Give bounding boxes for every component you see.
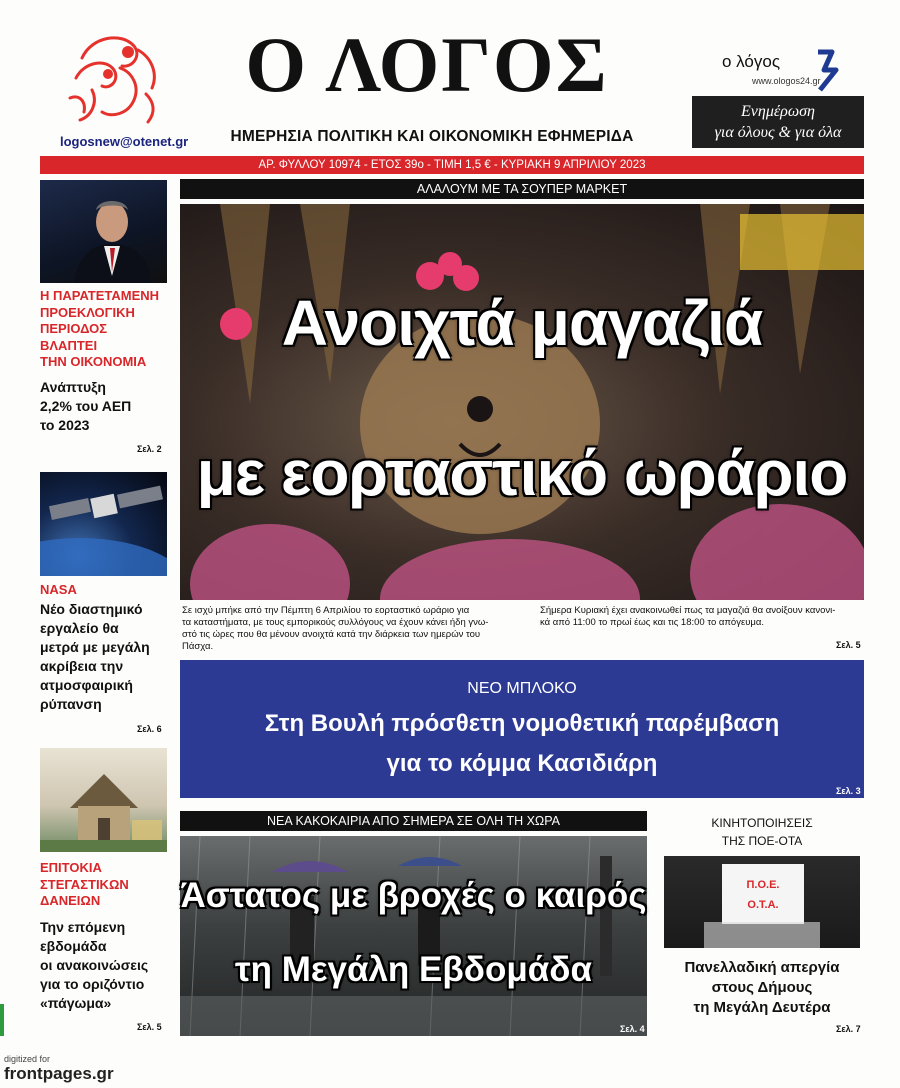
digitized-label: digitized for: [4, 1054, 51, 1064]
story2-page-ref: Σελ. 6: [137, 724, 162, 734]
easter-bunny-icon: [180, 204, 864, 600]
main-body-right: [540, 605, 864, 629]
blue-page-ref: Σελ. 3: [836, 786, 861, 796]
house-icon: [40, 748, 167, 852]
edge-mark: [0, 1004, 4, 1036]
main-page-ref: Σελ. 5: [836, 640, 861, 650]
sign-text-line2: Ο.Τ.Α.: [747, 899, 779, 911]
main-headline-line2: με εορταστικό ωράριο: [196, 437, 848, 509]
story2-kicker: [40, 582, 77, 599]
strike-kicker-line2: ΤΗΣ ΠΟΕ-ΟΤΑ: [721, 834, 803, 848]
story3-page-ref: Σελ. 5: [137, 1022, 162, 1032]
weather-headline-line2: τη Μεγάλη Εβδομάδα: [234, 950, 593, 989]
story3-text-line: Την επόμενη: [40, 919, 126, 935]
story1-text-line: 2,2% του ΑΕΠ: [40, 398, 132, 414]
story3-kicker-line: ΔΑΝΕΙΩΝ: [40, 893, 101, 908]
story3-kicker: [40, 860, 129, 910]
strike-kicker-line1: ΚΙΝΗΤΟΠΟΙΗΣΕΙΣ: [711, 816, 813, 830]
protest-sign-icon: [664, 856, 860, 948]
story1-text-line: το 2023: [40, 417, 90, 433]
strike-text-line: τη Μεγάλη Δευτέρα: [693, 999, 831, 1016]
masthead: [0, 0, 900, 160]
main-body-line: στό τις ώρες που θα μένουν ανοιχτά κατά την διάρκεια των ημερών του: [182, 629, 481, 640]
newspaper-subtitle: ΗΜΕΡΗΣΙΑ ΠΟΛΙΤΙΚΗ ΚΑΙ ΟΙΚΟΝΟΜΙΚΗ ΕΦΗΜΕΡΙΔΑ: [230, 128, 634, 145]
story3-text-line: για το οριζόντιο: [40, 976, 145, 992]
story1-kicker-line: Η ΠΑΡΑΤΕΤΑΜΕΝΗ: [40, 288, 160, 303]
story2-text-line: ακρίβεια την: [40, 658, 124, 674]
easter-bunny-photo: [180, 204, 864, 600]
story3-text-line: εβδομάδα: [40, 938, 107, 954]
story3-text-line: οι ανακοινώσεις: [40, 957, 149, 973]
story1-text-line: Ανάπτυξη: [40, 379, 106, 395]
rainy-street-photo: [180, 836, 647, 1036]
story3-text: [40, 918, 148, 1013]
main-kicker-strip: ΑΛΑΛΟΥΜ ΜΕ ΤΑ ΣΟΥΠΕΡ ΜΑΡΚΕΤ: [180, 179, 864, 199]
story2-text-line: μετρά με μεγάλη: [40, 639, 150, 655]
main-body-line: Πάσχα.: [182, 641, 214, 652]
blue-headline-line2: για το κόμμα Κασιδιάρη: [386, 750, 658, 777]
satellite-photo: [40, 472, 167, 576]
sign-text-line1: Π.Ο.Ε.: [746, 879, 780, 891]
promo-site-name: ο λόγος: [722, 52, 781, 71]
logo-figures-icon: [62, 28, 172, 128]
story2-text-line: Νέο διαστημικό: [40, 601, 143, 617]
promo-site-url: www.ologos24.gr: [752, 76, 821, 86]
main-headline-line1: Ανοιχτά μαγαζιά: [281, 287, 763, 359]
story3-text-line: «πάγωμα»: [40, 995, 112, 1011]
politician-photo: [40, 180, 167, 283]
story2-text-line: ατμοσφαιρική: [40, 677, 133, 693]
story1-page-ref: Σελ. 2: [137, 444, 162, 454]
story1-kicker-line: ΤΗΝ ΟΙΚΟΝΟΜΙΑ: [40, 354, 147, 369]
story1-kicker-line: ΠΕΡΙΟΔΟΣ: [40, 321, 108, 336]
issue-info-bar: ΑΡ. ΦΥΛΛΟΥ 10974 - ΕΤΟΣ 39ο - ΤΙΜΗ 1,5 € - ΚΥΡΙΑΚΗ 9 ΑΠΡΙΛΙΟΥ 2023: [40, 156, 864, 174]
umbrella-people-icon: [180, 836, 647, 1036]
story1-text: [40, 378, 131, 435]
story2-text: [40, 600, 150, 714]
promo-slogan-line2: για όλους & για όλα: [714, 124, 842, 141]
story1-kicker-line: ΠΡΟΕΚΛΟΓΙΚΗ: [40, 304, 135, 320]
strike-text-line: στους Δήμους: [711, 979, 813, 996]
newspaper-title: Ο ΛΟΓΟΣ: [245, 21, 609, 108]
weather-headline-line1: Άστατος με βροχές ο καιρός: [180, 876, 647, 915]
weather-page-ref: Σελ. 4: [620, 1024, 645, 1034]
main-body-left: [182, 605, 522, 653]
story2-kicker-line: NASA: [40, 582, 77, 597]
story2-text-line: ρύπανση: [40, 696, 102, 712]
main-body-line: τα καταστήματα, με τους εμπορικούς συλλόγους να έχουν κάνει ήδη γνω-: [182, 617, 489, 628]
contact-email: logosnew@otenet.gr: [60, 134, 189, 149]
main-body-line: Σήμερα Κυριακή έχει ανακοινωθεί πως τα μαγαζιά θα ανοίξουν κανονι-: [540, 605, 836, 616]
story1-kicker: [40, 288, 159, 371]
satellite-icon: [40, 472, 167, 576]
house-model-photo: [40, 748, 167, 852]
main-body-line: Σε ισχύ μπήκε από την Πέμπτη 6 Απριλίου το εορταστικό ωράριο για: [182, 605, 470, 616]
story2-text-line: εργαλείο θα: [40, 620, 119, 636]
strike-text: [664, 958, 860, 1018]
frontpages-watermark: frontpages.gr: [4, 1064, 114, 1083]
politician-figure-icon: [40, 180, 167, 283]
main-body-line: κά από 11:00 το πρωί έως και τις 18:00 το απόγευμα.: [540, 617, 765, 628]
story3-kicker-line: ΕΠΙΤΟΚΙΑ: [40, 860, 102, 875]
strike-page-ref: Σελ. 7: [836, 1024, 861, 1034]
story3-kicker-line: ΣΤΕΓΑΣΤΙΚΩΝ: [40, 876, 129, 892]
poe-ota-sign-photo: [664, 856, 860, 948]
weather-kicker-strip: ΝΕΑ ΚΑΚΟΚΑΙΡΙΑ ΑΠΟ ΣΗΜΕΡΑ ΣΕ ΟΛΗ ΤΗ ΧΩΡΑ: [180, 811, 647, 831]
story1-kicker-line: ΒΛΑΠΤΕΙ: [40, 337, 98, 353]
promo-slogan-line1: Ενημέρωση: [741, 103, 815, 120]
strike-text-line: Πανελλαδική απεργία: [684, 959, 840, 976]
blue-headline-line1: Στη Βουλή πρόσθετη νομοθετική παρέμβαση: [264, 710, 780, 737]
promo-slogan-box: [692, 96, 864, 148]
blue-kicker: ΝΕΟ ΜΠΛΟΚΟ: [467, 680, 577, 697]
